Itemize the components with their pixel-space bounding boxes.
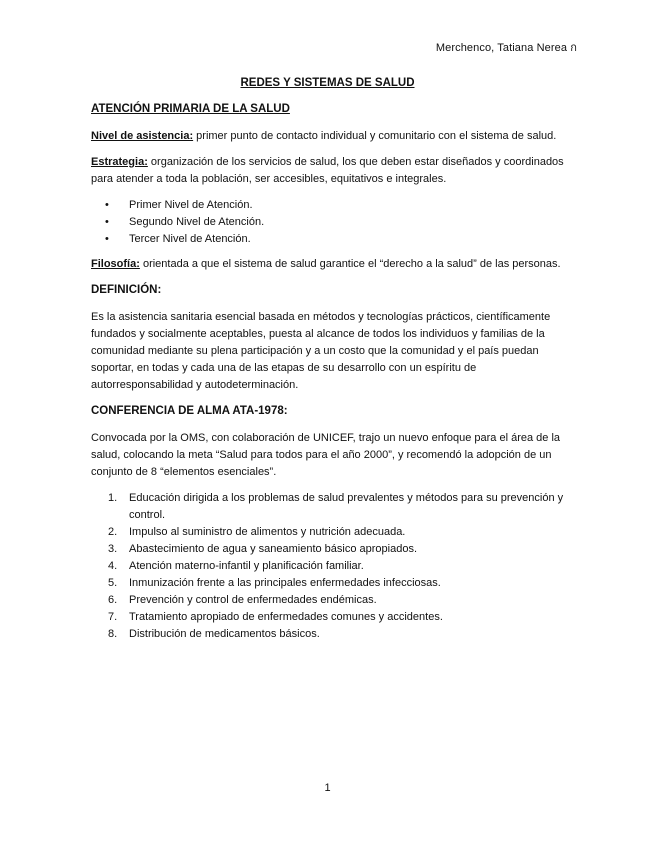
estrategia-paragraph [91,154,571,188]
document-title: REDES Y SISTEMAS DE SALUD [240,77,415,89]
definicion-heading: DEFINICIÓN: [91,284,162,296]
item-number: 4. [108,560,118,572]
document-body [91,101,571,643]
list-item [91,558,571,575]
item-text: Abastecimiento de agua y saneamiento básico apropiados. [129,543,418,555]
list-item [91,575,571,592]
item-text: Educación dirigida a los problemas de salud prevalentes y métodos para su prevención y control. [129,492,564,521]
item-number: 7. [108,611,118,623]
estrategia-text: organización de los servicios de salud, los que deben estar diseñados y coordinados para atender a toda la población, ser accesibles, equitativos e integrales. [91,156,564,185]
list-item [91,609,571,626]
item-text: Inmunización frente a las principales enfermedades infecciosas. [129,577,441,589]
list-item: • Tercer Nivel de Atención. [91,231,571,248]
item-text: Impulso al suministro de alimentos y nutrición adecuada. [129,526,406,538]
page-number: 1 [324,782,331,794]
nivel-text: primer punto de contacto individual y comunitario con el sistema de salud. [193,130,557,142]
item-text: Prevención y control de enfermedades endémicas. [129,594,377,606]
nivel-label: Nivel de asistencia: [91,130,194,142]
list-item [91,626,571,643]
estrategia-label: Estrategia: [91,156,148,168]
item-number: 8. [108,628,118,640]
elementos-list [91,490,571,643]
filosofia-text: orientada a que el sistema de salud garantice el “derecho a la salud” de las personas. [139,258,561,270]
list-item [91,490,571,524]
item-number: 2. [108,526,118,538]
author-name: Merchenco, Tatiana Nerea [435,42,568,54]
item-number: 5. [108,577,118,589]
list-item [91,541,571,558]
definicion-text: Es la asistencia sanitaria esencial basada en métodos y tecnologías prácticos, científicamente fundados y socialmente aceptables, puesta al alcance de todos los individuos y familias de la comunidad mediante su plena participación y a un costo que la comunidad y el país puedan soportar, en todas y cada una de las etapas de su desarrollo con un espíritu de autorresponsabilidad y autodeterminación. [91,311,551,391]
item-text: Atención materno-infantil y planificación familiar. [129,560,364,572]
item-number: 3. [108,543,118,555]
list-item: • Primer Nivel de Atención. [91,197,571,214]
list-item [91,524,571,541]
list-item [91,592,571,609]
page-header [436,38,577,56]
niveles-list [91,197,571,248]
item-text: Distribución de medicamentos básicos. [129,628,320,640]
conferencia-text: Convocada por la OMS, con colaboración de UNICEF, trajo un nuevo enfoque para el área de la salud, colocando la meta “Salud para todos para el año 2000”, y recomendó la adopción de un conjunto de 8 “elementos esenciales”. [91,432,561,478]
filosofia-paragraph [91,256,571,273]
item-number: 6. [108,594,118,606]
section-heading: ATENCIÓN PRIMARIA DE LA SALUD [91,103,290,115]
item-number: 1. [108,492,118,504]
nivel-paragraph [91,128,571,145]
list-item: • Segundo Nivel de Atención. [91,214,571,231]
item-text: Tratamiento apropiado de enfermedades comunes y accidentes. [129,611,443,623]
filosofia-label: Filosofía: [91,258,140,270]
header-mark: ก [570,42,577,54]
conferencia-heading: CONFERENCIA DE ALMA ATA-1978: [91,405,288,417]
